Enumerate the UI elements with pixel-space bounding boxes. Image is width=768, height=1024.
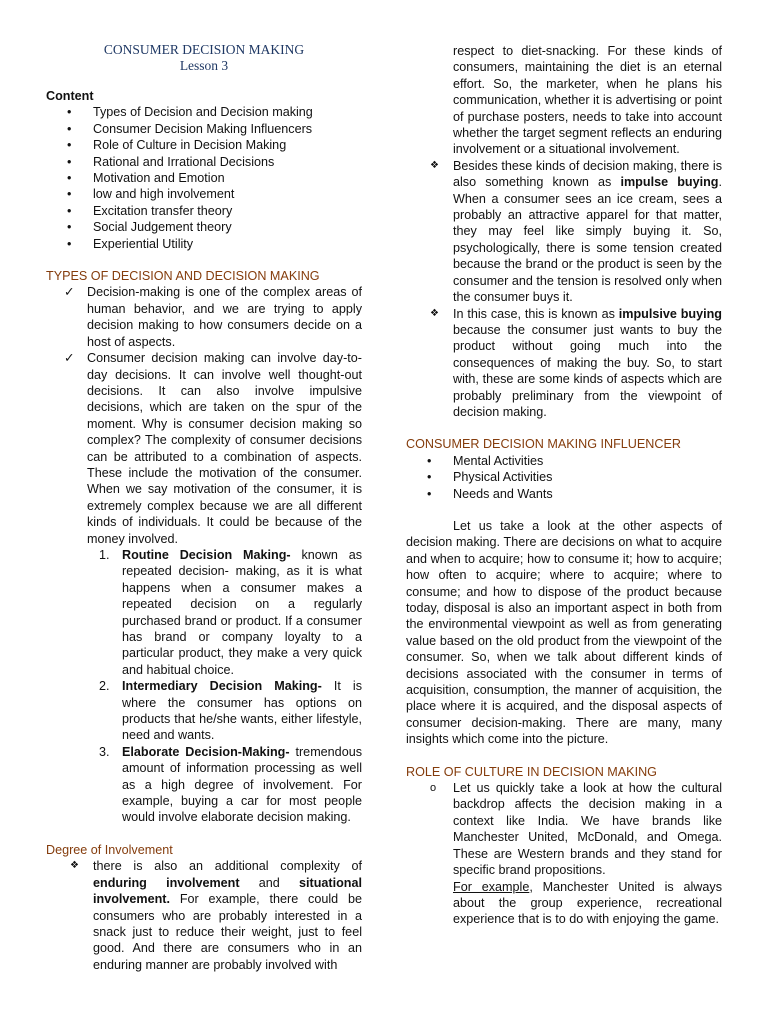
influencer-item: • Physical Activities — [427, 470, 553, 485]
circle-bullet-icon: o — [430, 782, 437, 795]
bullet-icon: • — [427, 470, 432, 485]
bullet-icon: • — [67, 171, 72, 186]
content-item: • Types of Decision and Decision making — [67, 105, 313, 120]
section-heading-involvement: Degree of Involvement — [46, 842, 173, 857]
continued-paragraph: respect to diet-snacking. For these kinds of consumers, maintaining the diet is an eternal effort. So, the marketer, when he plans his communication, whether it is advertising or point of purchase posters, needs to take into account whether the target segment reflects an enduring involvement or a situational involvement. — [453, 44, 722, 157]
circle-item: o Let us quickly take a look at how the cultural backdrop affects the decision making in a context like India. We have brands like Manchester United, McDonald, and Omega. These are Western brands and they stand for specific brand propositions. For example, Manchester United is always about the group experience, recreational experience that is to do with enjoying the game. — [430, 781, 722, 927]
influencer-item: • Mental Activities — [427, 453, 544, 468]
bullet-icon: • — [427, 453, 432, 468]
bullet-icon: • — [67, 154, 72, 169]
influencer-list — [406, 453, 722, 502]
bullet-icon: • — [67, 220, 72, 235]
diamond-item: ❖ In this case, this is known as impulsive buying because the consumer just wants to buy the product without going much into the consequences of making the buy. So, to start with, these are some kinds of aspects which are probably preliminary from the viewpoint of decision making. — [430, 306, 722, 419]
influencer-paragraph: Let us take a look at the other aspects of decision making. There are decisions on what to acquire and when to acquire; how to consume it; how to acquire; how often to acquire; where to acquire; where to consume; and how to dispose of the product because today, disposal is also an important aspect in both from the environmental viewpoint as well as from generating value based on the old product from the viewpoint of the consumer. So, when we talk about different kinds of decisions associated with the consumer in terms of acquisition, consumption, the manner of acquisition, the place where it is acquired, and the disposal aspects of consumer decision-making. There are many, many insights which come into the picture. — [406, 518, 722, 747]
diamond-bullet-icon: ❖ — [430, 307, 439, 319]
bullet-icon: • — [67, 187, 72, 202]
document-title: CONSUMER DECISION MAKING — [103, 42, 305, 57]
check-item: ✓ Consumer decision making can involve day-to-day decisions. It can involve well thought-out decisions. It can also involve impulsive decisions, which are taken on the spur of the moment. Why is consumer decision making so complex? The complexity of consumer decisions can be attributed to a combination of aspects. These include the motivation of the consumer. When we say motivation of the consumer, it is extremely complex because we are all different kinds of individuals. It could be because of the money involved. — [64, 351, 362, 546]
content-item: • Role of Culture in Decision Making — [67, 138, 287, 153]
content-item: • low and high involvement — [67, 187, 235, 202]
content-item: • Rational and Irrational Decisions — [67, 154, 275, 169]
diamond-item: ❖ Besides these kinds of decision making, there is also something known as impulse buying. When a consumer sees an ice cream, sees a probably an attractive apparel for that matter, they may feel like simply buying it. So, psychologically, there is some tension created because the brand or the product is seen by the consumer and the tension is resolved only when the consumer buys it. — [430, 158, 722, 305]
bullet-icon: • — [67, 203, 72, 218]
numbered-item: 2. Intermediary Decision Making- It is where the consumer has options on products that he/she wants, either lifestyle, need and wants. — [99, 679, 362, 743]
document-title-block — [46, 42, 362, 74]
left-column — [46, 0, 362, 973]
bullet-icon: • — [67, 236, 72, 251]
section-heading-types: TYPES OF DECISION AND DECISION MAKING — [46, 269, 320, 284]
content-label: Content — [46, 89, 94, 103]
right-column — [406, 0, 722, 928]
content-item: • Motivation and Emotion — [67, 171, 225, 186]
checkmark-icon: ✓ — [64, 351, 75, 366]
document-subtitle: Lesson 3 — [179, 58, 229, 73]
bullet-icon: • — [427, 486, 432, 501]
bullet-icon: • — [67, 138, 72, 153]
content-list — [46, 104, 362, 252]
content-item: • Excitation transfer theory — [67, 203, 233, 218]
content-item: • Consumer Decision Making Influencers — [67, 121, 313, 136]
section-heading-influencer: CONSUMER DECISION MAKING INFLUENCER — [406, 437, 681, 452]
section-heading-culture: ROLE OF CULTURE IN DECISION MAKING — [406, 764, 657, 779]
diamond-bullet-icon: ❖ — [70, 860, 79, 872]
bullet-icon: • — [67, 121, 72, 136]
numbered-item: 3. Elaborate Decision-Making- tremendous amount of information processing as well as a high degree of involvement. For example, buying a car for most people would involve elaborate decision making. — [99, 744, 362, 825]
influencer-item: • Needs and Wants — [427, 486, 553, 501]
diamond-item: ❖ there is also an additional complexity of enduring involvement and situational involvement. For example, there could be consumers who are probably interested in a snack just to reduce their weight, just to feel good. And there are consumers who in an enduring manner are probably involved with — [70, 859, 362, 972]
checkmark-icon: ✓ — [64, 285, 75, 300]
check-item: ✓ Decision-making is one of the complex areas of human behavior, and we are trying to apply decision making to how consumers decide on a host of aspects. — [64, 285, 362, 349]
bullet-icon: • — [67, 105, 72, 120]
numbered-item: 1. Routine Decision Making- known as repeated decision- making, as it is what happens when a consumer makes a repeated decision on a regularly purchased brand or product. If a consumer has brand or company loyalty to a particular product, they make a very quick and habitual choice. — [99, 547, 363, 677]
diamond-bullet-icon: ❖ — [430, 159, 439, 171]
content-item: • Social Judgement theory — [67, 220, 232, 235]
content-item: • Experiential Utility — [67, 236, 194, 251]
